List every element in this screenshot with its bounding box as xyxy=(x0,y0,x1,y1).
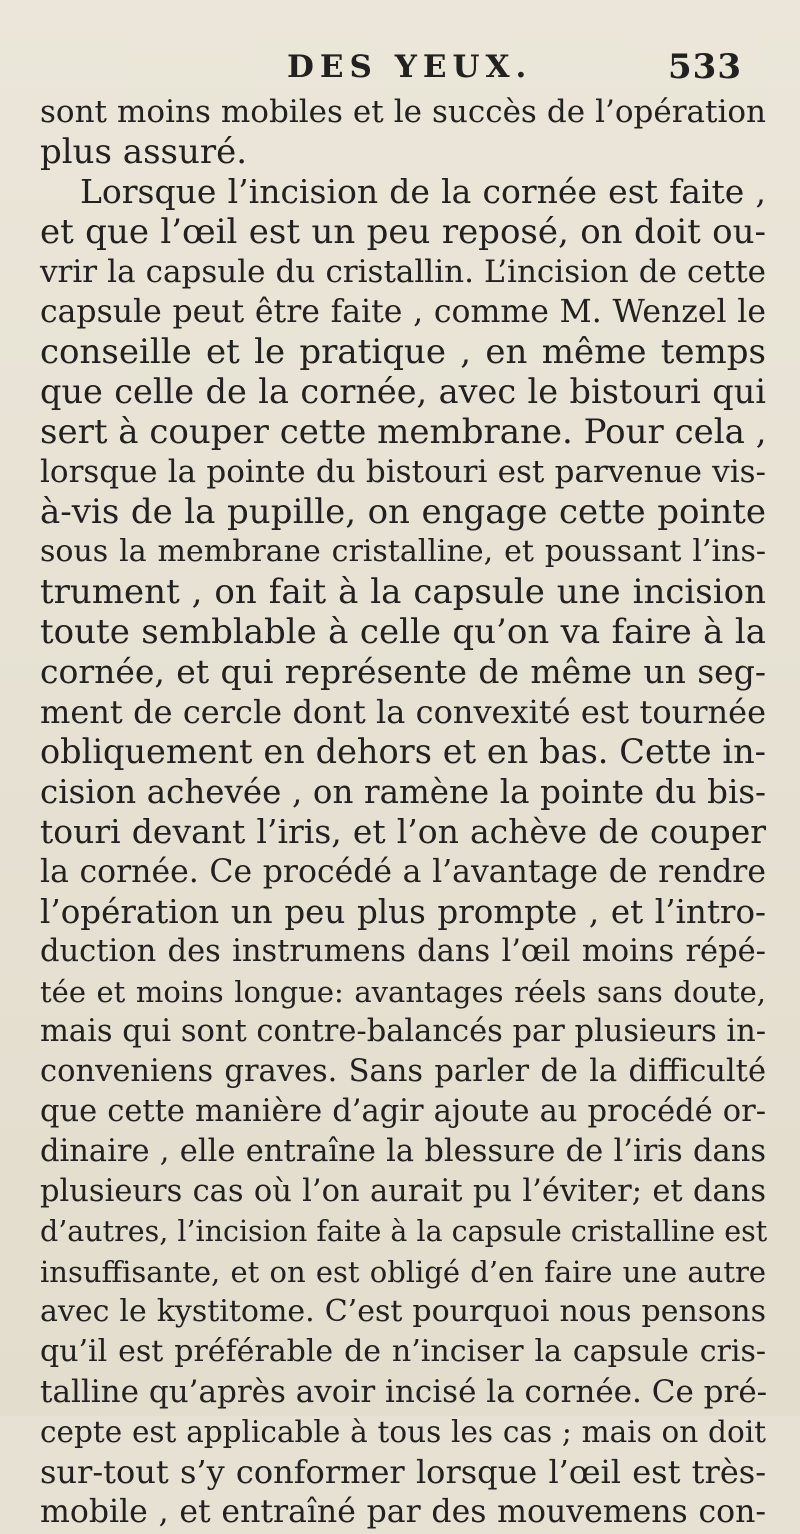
text-line: Lorsque l’incision de la cornée est faite , xyxy=(80,172,766,211)
text-line: vrir la capsule du cristallin. L’incision de cette xyxy=(40,254,766,290)
text-line: conveniens graves. Sans parler de la difficulté xyxy=(40,1054,766,1089)
text-line: insuffisante, et on est obligé d’en faire une autre xyxy=(40,1255,766,1289)
text-line: capsule peut être faite , comme M. Wenzel le xyxy=(40,294,766,330)
page-header xyxy=(0,45,800,93)
text-line: et que l’œil est un peu reposé, on doit ou- xyxy=(40,212,766,252)
text-line: tée et moins longue: avantages réels sans doute, xyxy=(40,975,766,1009)
text-line: à-vis de la pupille, on engage cette pointe xyxy=(40,492,766,532)
page-number: 533 xyxy=(668,47,742,87)
text-line: sont moins mobiles et le succès de l’opération xyxy=(40,94,766,130)
text-line: cornée, et qui représente de même un seg- xyxy=(40,652,766,691)
text-line: obliquement en dehors et en bas. Cette in- xyxy=(40,732,766,771)
text-line: plus assuré. xyxy=(40,132,248,172)
text-line: mobile , et entraîné par des mouvemens con- xyxy=(40,1494,766,1530)
text-line: sous la membrane cristalline, et poussant l’ins- xyxy=(40,534,766,569)
text-line: qu’il est préférable de n’inciser la capsule cris- xyxy=(40,1334,766,1369)
text-line: conseille et le pratique , en même temps xyxy=(40,332,766,372)
text-line: duction des instrumens dans l’œil moins répé- xyxy=(40,934,766,969)
text-line: sert à couper cette membrane. Pour cela , xyxy=(40,412,767,452)
text-line: la cornée. Ce procédé a l’avantage de rendre xyxy=(40,854,766,890)
text-line: l’opération un peu plus prompte , et l’intro- xyxy=(40,893,766,931)
text-line: dinaire , elle entraîne la blessure de l’iris dans xyxy=(40,1134,766,1169)
text-line: trument , on fait à la capsule une incision xyxy=(40,572,766,612)
text-line: sur-tout s’y conformer lorsque l’œil est très- xyxy=(40,1453,766,1491)
text-line: cision achevée , on ramène la pointe du bis- xyxy=(40,773,766,811)
text-line: ment de cercle dont la convexité est tournée xyxy=(40,693,766,731)
text-line: que cette manière d’agir ajoute au procédé or- xyxy=(40,1094,766,1129)
text-line: cepte est applicable à tous les cas ; mais on doit xyxy=(40,1415,766,1449)
running-head: DES YEUX. xyxy=(287,49,533,85)
text-line: d’autres, l’incision faite à la capsule cristalline est xyxy=(40,1215,768,1248)
text-line: toute semblable à celle qu’on va faire à la xyxy=(40,612,766,652)
text-line: talline qu’après avoir incisé la cornée. Ce pré- xyxy=(40,1374,768,1410)
text-line: touri devant l’iris, et l’on achève de couper xyxy=(40,812,766,851)
text-line: avec le kystitome. C’est pourquoi nous pensons xyxy=(40,1294,766,1329)
text-line: plusieurs cas où l’on aurait pu l’éviter; et dans xyxy=(40,1174,766,1209)
text-line: lorsque la pointe du bistouri est parvenue vis- xyxy=(40,454,766,490)
text-line: mais qui sont contre-balancés par plusieurs in- xyxy=(40,1014,767,1049)
text-line: que celle de la cornée, avec le bistouri qui xyxy=(40,372,766,411)
